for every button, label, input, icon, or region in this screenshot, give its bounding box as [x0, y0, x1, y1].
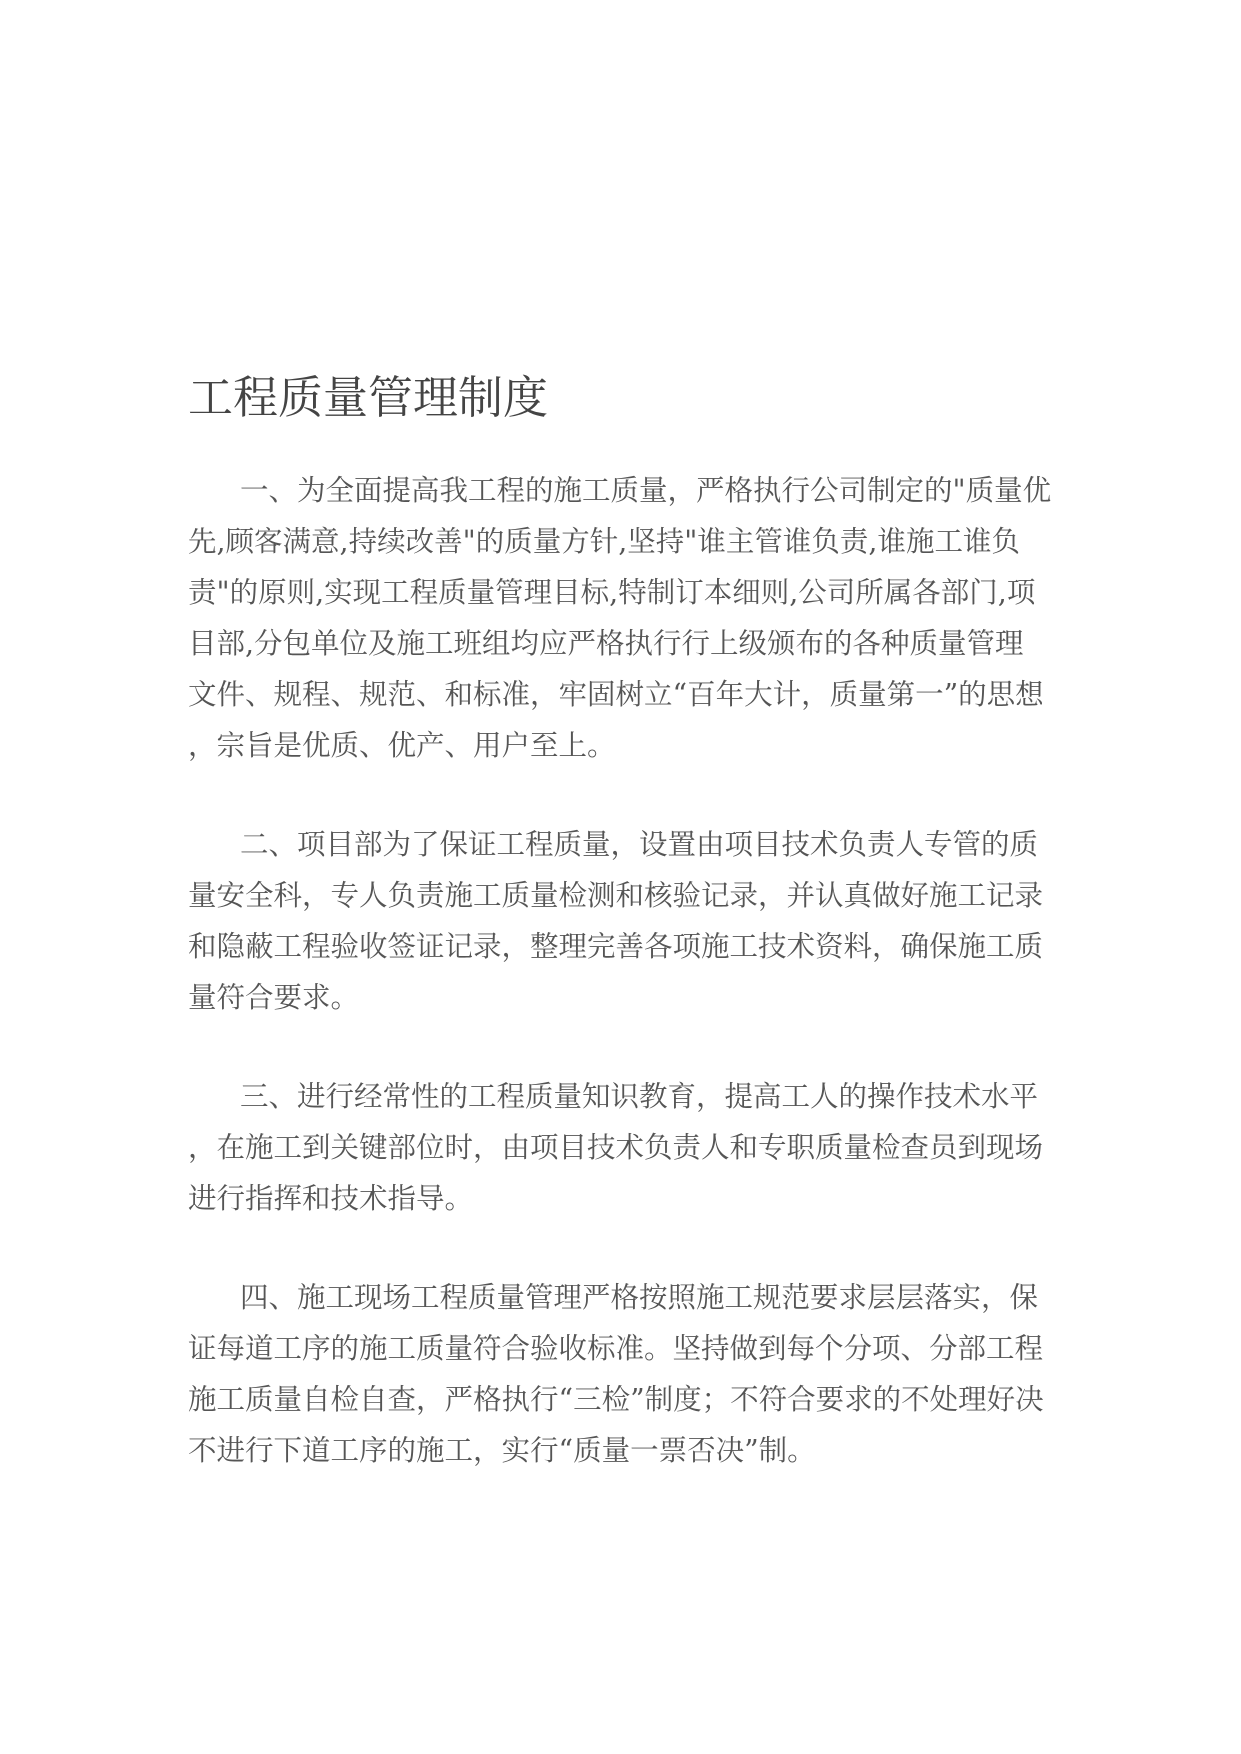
paragraph-line: 目部,分包单位及施工班组均应严格执行行上级颁布的各种质量管理 — [188, 627, 1024, 660]
paragraph-line: ，在施工到关键部位时，由项目技术负责人和专职质量检查员到现场 — [188, 1131, 1044, 1164]
paragraph-4 — [188, 1272, 1058, 1476]
paragraph-line: 二、项目部为了保证工程质量，设置由项目技术负责人专管的质 — [240, 828, 1039, 861]
paragraph-line: 三、进行经常性的工程质量知识教育，提高工人的操作技术水平 — [240, 1080, 1039, 1113]
paragraph-2 — [188, 819, 1058, 1023]
paragraph-line: 四、施工现场工程质量管理严格按照施工规范要求层层落实，保 — [240, 1281, 1039, 1314]
paragraph-line: 进行指挥和技术指导。 — [188, 1182, 474, 1215]
paragraph-line: ，宗旨是优质、优产、用户至上。 — [188, 729, 616, 762]
paragraph-line: 证每道工序的施工质量符合验收标准。坚持做到每个分项、分部工程 — [188, 1332, 1044, 1365]
paragraph-line: 施工质量自检自查，严格执行“三检”制度；不符合要求的不处理好决 — [188, 1383, 1044, 1416]
paragraph-line: 一、为全面提高我工程的施工质量，严格执行公司制定的"质量优 — [240, 474, 1052, 507]
document-title: 工程质量管理制度 — [188, 371, 549, 424]
paragraph-3 — [188, 1071, 1058, 1224]
paragraph-line: 责"的原则,实现工程质量管理目标,特制订本细则,公司所属各部门,项 — [188, 576, 1036, 609]
paragraph-line: 量符合要求。 — [188, 981, 360, 1014]
paragraph-line: 文件、规程、规范、和标准，牢固树立“百年大计，质量第一”的思想 — [188, 678, 1044, 711]
document-body — [188, 465, 1058, 1524]
paragraph-line: 量安全科，专人负责施工质量检测和核验记录，并认真做好施工记录 — [188, 879, 1044, 912]
paragraph-line: 不进行下道工序的施工，实行“质量一票否决”制。 — [188, 1434, 816, 1467]
paragraph-1 — [188, 465, 1058, 771]
paragraph-line: 先,顾客满意,持续改善"的质量方针,坚持"谁主管谁负责,谁施工谁负 — [188, 525, 1020, 558]
paragraph-line: 和隐蔽工程验收签证记录，整理完善各项施工技术资料，确保施工质 — [188, 930, 1044, 963]
